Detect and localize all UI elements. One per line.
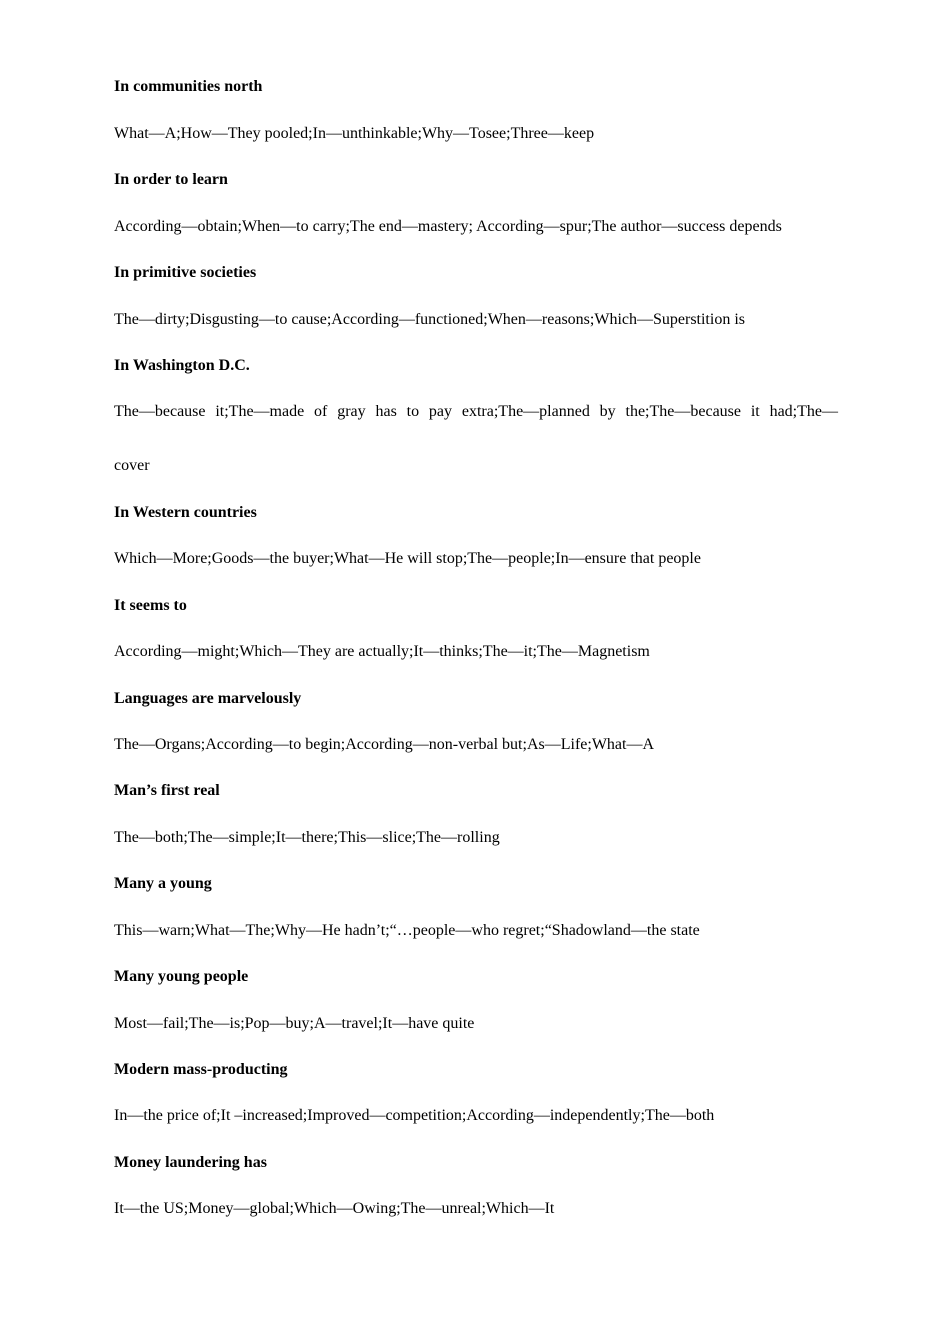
entry-answers: In—the price of;It –increased;Improved—competition;According—independently;The—both [114,1107,715,1124]
entry-answers: The—both;The—simple;It—there;This—slice;The—rolling [114,829,500,846]
entry-heading: In order to learn [114,171,228,188]
entry-answers: The—Organs;According—to begin;According—non-verbal but;As—Life;What—A [114,736,655,753]
entry-heading: Man’s first real [114,782,220,799]
entry-answers: According—obtain;When—to carry;The end—mastery; According—spur;The author—success depends [114,218,782,235]
entry-heading: In communities north [114,78,263,95]
entry-heading: Languages are marvelously [114,690,302,707]
entry-heading: Many young people [114,968,249,985]
entry-heading: It seems to [114,597,187,614]
entry-answers: The—because it;The—made of gray has to pay extra;The—planned by the;The—because it had;The— [114,403,838,420]
entry-heading: Money laundering has [114,1154,267,1171]
entry-answers: What—A;How—They pooled;In—unthinkable;Why—Tosee;Three—keep [114,125,595,142]
entry-answers: It—the US;Money—global;Which—Owing;The—unreal;Which—It [114,1200,555,1217]
entry-answers-continued: cover [114,457,150,474]
entry-answers: Which—More;Goods—the buyer;What—He will stop;The—people;In—ensure that people [114,550,701,567]
entry-answers: Most—fail;The—is;Pop—buy;A—travel;It—have quite [114,1015,475,1032]
entry-heading: In Western countries [114,504,257,521]
entry-answers: This—warn;What—The;Why—He hadn’t;“…people—who regret;“Shadowland—the state [114,922,700,939]
entry-heading: Many a young [114,875,212,892]
entry-answers: The—dirty;Disgusting—to cause;According—functioned;When—reasons;Which—Superstition is [114,311,745,328]
entry-heading: In primitive societies [114,264,257,281]
entry-answers: According—might;Which—They are actually;It—thinks;The—it;The—Magnetism [114,643,650,660]
entry-heading: In Washington D.C. [114,357,250,374]
entry-heading: Modern mass-producting [114,1061,288,1078]
